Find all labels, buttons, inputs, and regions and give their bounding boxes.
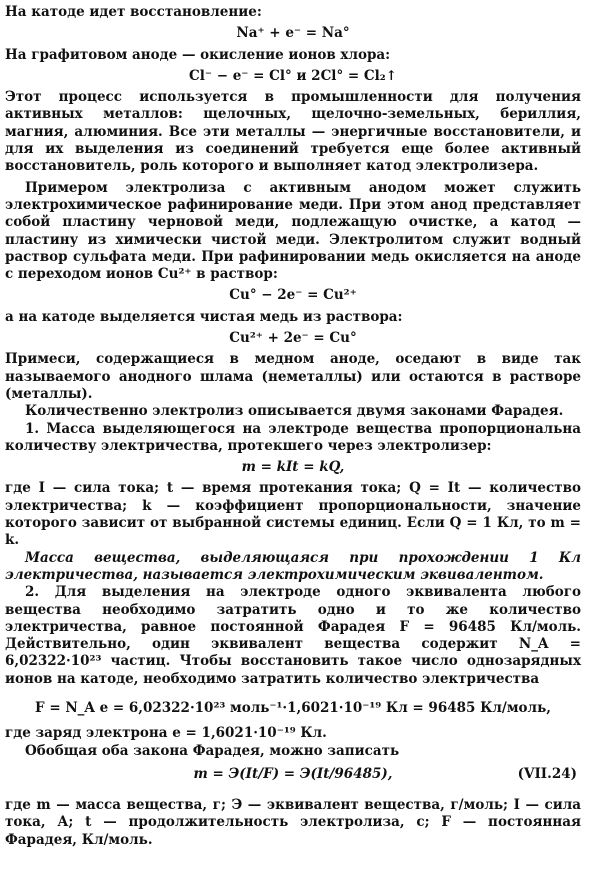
- equation-combined-law-text: m = Э(It/F) = Э(It/96485),: [193, 765, 393, 782]
- paragraph-electron-charge: где заряд электрона e = 1,6021·10⁻¹⁹ Кл.: [5, 725, 327, 742]
- equation-copper-reduction: Cu²⁺ + 2e⁻ = Cu°: [229, 330, 357, 347]
- equation-number: (VII.24): [517, 765, 577, 782]
- paragraph-anode-intro: На графитовом аноде — окисление ионов хлора:: [5, 46, 391, 63]
- equation-chlorine-oxidation: Cl⁻ − e⁻ = Cl° и 2Cl° = Cl₂↑: [189, 67, 397, 84]
- paragraph-variables: где I — сила тока; t — время протекания тока; Q = It — количество электричества; k — коэффициент пропорциональности, значение которого зависит от выбранной системы единиц. Если Q = 1 Кл, то m = k.: [5, 480, 581, 549]
- paragraph-cathode-copper: а на катоде выделяется чистая медь из раствора:: [5, 308, 403, 325]
- equation-mass-kit: m = kIt = kQ,: [241, 459, 345, 476]
- paragraph-impurities: Примеси, содержащиеся в медном аноде, оседают в виде так называемого анодного шлама (неметаллы) или остаются в растворе (металлы).: [5, 351, 581, 402]
- paragraph-faraday-laws: Количественно электролиз описывается двумя законами Фарадея.: [25, 403, 564, 420]
- equation-faraday-constant: F = N_A e = 6,02322·10²³ моль⁻¹·1,6021·10⁻¹⁹ Кл = 96485 Кл/моль,: [35, 699, 551, 716]
- paragraph-industrial-use: Этот процесс используется в промышленности для получения активных металлов: щелочных, щелочно-земельных, бериллия, магния, алюминия. Все эти металлы — энергичные восстановители, и для их выделения из соединений требуется еще более активный восстановитель, роль которого и выполняет катод электролизера.: [5, 89, 581, 175]
- paragraph-cathode-intro: На катоде идет восстановление:: [5, 4, 262, 20]
- equation-copper-oxidation: Cu° − 2e⁻ = Cu²⁺: [229, 287, 357, 304]
- paragraph-definition-equivalent: Масса вещества, выделяющаяся при прохождении 1 Кл электричества, называется электрохимическим эквивалентом.: [5, 549, 581, 583]
- paragraph-generalization: Обобщая оба закона Фарадея, можно записать: [25, 742, 400, 759]
- equation-combined-law: [5, 766, 581, 783]
- paragraph-first-law: 1. Масса выделяющегося на электроде вещества пропорциональна количеству электричества, протекшего через электролизер:: [5, 420, 581, 454]
- paragraph-second-law: 2. Для выделения на электроде одного эквивалента любого вещества необходимо затратить одно и то же количество электричества, равное постоянной Фарадея F = 96485 Кл/моль. Действительно, один эквивалент вещества содержит N_A = 6,02322·10²³ частиц. Чтобы восстановить такое число однозарядных ионов на катоде, необходимо затратить количество электричества: [5, 584, 581, 687]
- equation-sodium-reduction: Na⁺ + e⁻ = Na°: [236, 25, 350, 42]
- paragraph-units: где m — масса вещества, г; Э — эквивалент вещества, г/моль; I — сила тока, А; t — продолжительность электролиза, с; F — постоянная Фарадея, Кл/моль.: [5, 797, 581, 848]
- paragraph-copper-refining: Примером электролиза с активным анодом может служить электрохимическое рафинирование меди. При этом анод представляет собой пластину черновой меди, подлежащую очистке, а катод — пластину из химически чистой меди. Электролитом служит водный раствор сульфата меди. При рафинировании медь окисляется на аноде с переходом ионов Cu²⁺ в раствор:: [5, 179, 581, 283]
